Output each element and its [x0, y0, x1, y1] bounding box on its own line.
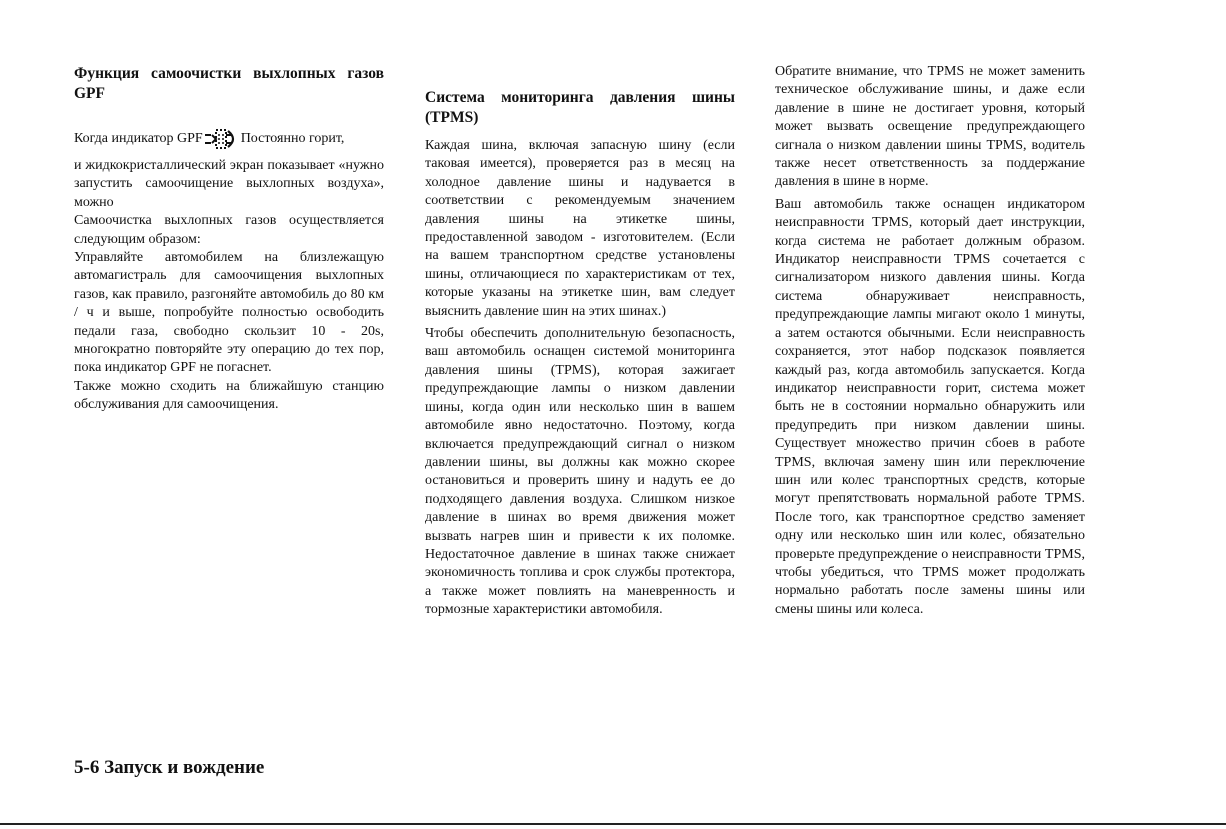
indicator-line [74, 127, 384, 151]
column-tpms-continued [775, 63, 1085, 619]
gpf-filter-icon [204, 127, 240, 151]
paragraph: Также можно сходить на ближайшую станцию обслуживания для самоочищения. [74, 378, 384, 413]
section-body-gpf [74, 127, 384, 415]
paragraph: Ваш автомобиль также оснащен индикатором неисправности TPMS, который дает инструкции, когда система не работает должным образом. Индикатор неисправности TPMS сочетается с сигнализатором низкого давления шины. Когда система обнаруживает неисправность, предупреждающие лампы мигают около 1 минуты, а затем остаются обычными. Если неисправность сохраняется, этот набор подсказок появляется каждый раз, когда автомобиль запускается. Когда индикатор неисправности горит, система может быть не в состоянии нормально обнаружить или предупредить при низком давлении шины. Существует множество причин сбоев в работе TPMS, включая замену шин или переключение шин или колес транспортных средств, которые могут препятствовать нормальной работе TPMS. После того, как транспортное средство заменяет одну или несколько шин или колес, обязательно проверьте предупреждение о неисправности TPMS, чтобы убедиться, что TPMS может продолжать нормально работать после замены шины или смены шины или колеса. [775, 196, 1085, 617]
paragraph: Управляйте автомобилем на близлежащую автомагистраль для самоочищения выхлопных газов, как правило, разгоняйте автомобиль до 80 км / ч и выше, попробуйте полностью освободить педали газа, свободно скользит 10 - 20s, многократно повторяйте эту операцию до тех пор, пока индикатор GPF не погаснет. [74, 250, 384, 376]
paragraph: Чтобы обеспечить дополнительную безопасность, ваш автомобиль оснащен системой мониторинга давления шины (TPMS), которая зажигает предупреждающие лампы о низком давлении шины, когда один или несколько шин в вашем автомобиле явно недостаточно. Поэтому, когда включается предупреждающий сигнал о низком давлении шины, вы должны как можно скорее остановиться и проверить шину и надуть ее до подходящего давления воздуха. Слишком низкое давление в шинах во время движения может вызвать нагрев шин и привести к их поломке. Недостаточное давление в шинах также снижает экономичность топлива и срок службы протектора, а также может повлиять на маневренность и тормозные характеристики автомобиля. [425, 326, 735, 618]
section-heading-tpms: Система мониторинга давления шины (TPMS) [425, 89, 735, 126]
section-heading-gpf: Функция самоочистки выхлопных газов GPF [74, 65, 384, 102]
paragraph: Каждая шина, включая запасную шину (если таковая имеется), проверяется раз в месяц на холодное давление шины и надувается в соответствии с рекомендуемым значением давления шины на этикетке шины, предоставленной заводом - изготовителем. (Если на вашем транспортном средстве установлены шины, отличающиеся по характеристикам от тех, которые указаны на этикетке шин, вам следует выяснить давление шин на этих шинах.) [425, 138, 735, 319]
indicator-text-before: Когда индикатор GPF [74, 130, 203, 146]
page-footer-title: 5-6 Запуск и вождение [74, 757, 265, 778]
paragraph: Самоочистка выхлопных газов осуществляется следующим образом: [74, 213, 384, 247]
section-body-tpms [425, 137, 735, 620]
indicator-text-after: Постоянно горит, [240, 130, 345, 146]
bottom-divider [0, 823, 1226, 825]
paragraph: Обратите внимание, что TPMS не может заменить техническое обслуживание шины, и даже если давление в шине не достигает уровня, который может вызвать освещение предупреждающего сигнала о низком давлении шины TPMS, водитель также несет ответственность за поддержание давления в шине в норме. [775, 64, 1085, 190]
paragraph: и жидкокристаллический экран показывает «нужно запустить самоочищение выхлопных воздуха», можно [74, 158, 384, 210]
